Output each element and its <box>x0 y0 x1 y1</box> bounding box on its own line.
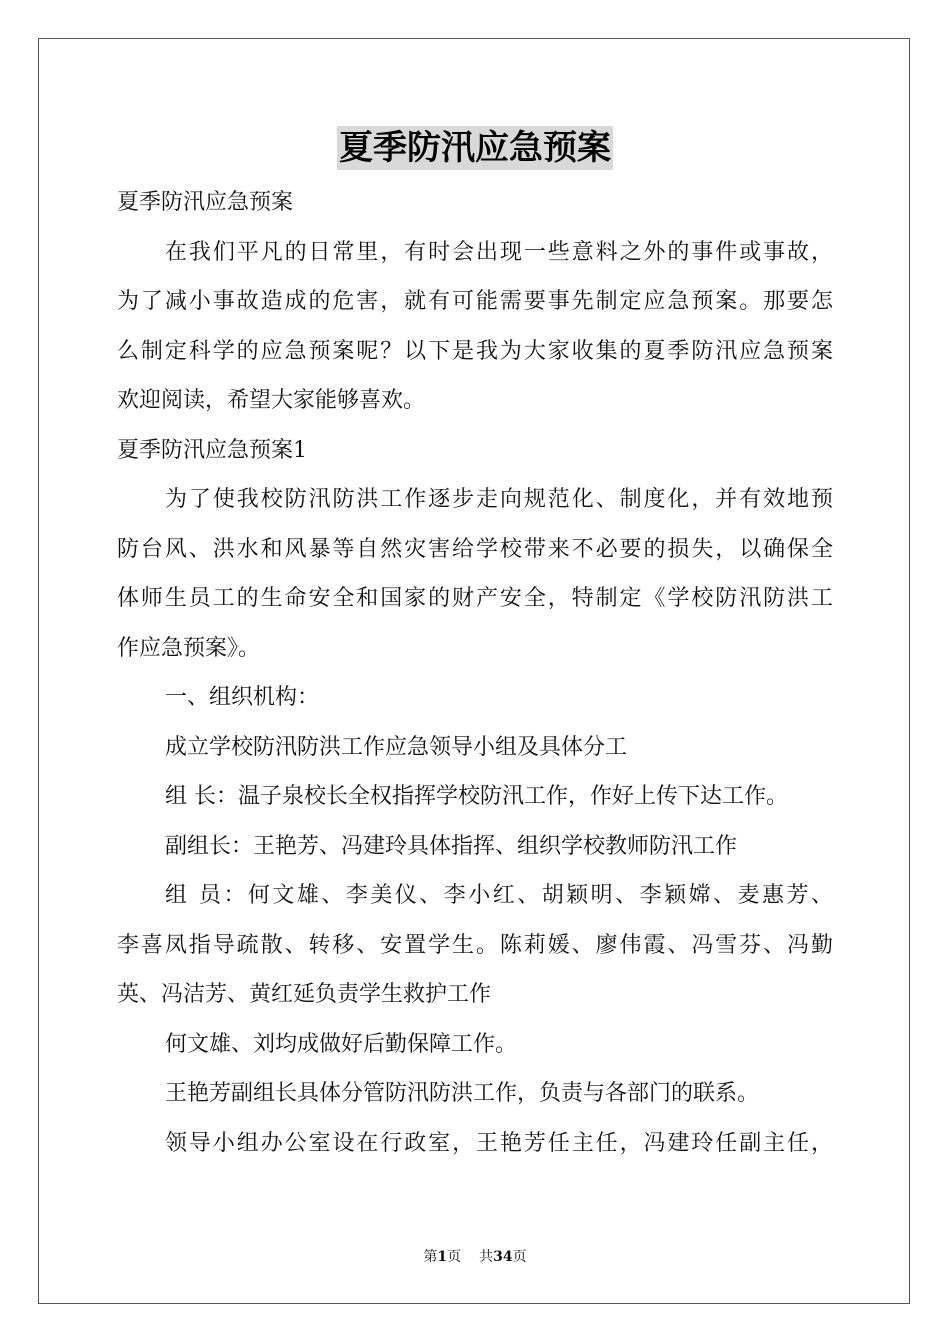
text-line: 组 员：何文雄、李美仪、李小红、胡颖明、李颖嫦、麦惠芳、 <box>165 883 833 908</box>
page-total: 34 <box>493 1249 513 1265</box>
text-line: 作应急预案》。 <box>117 635 261 661</box>
text-line: 副组长：王艳芳、冯建玲具体指挥、组织学校教师防汛工作 <box>165 833 738 859</box>
page-unit: 页 <box>447 1249 462 1265</box>
text-line: 防台风、洪水和风暴等自然灾害给学校带来不必要的损失，以确保全 <box>117 536 833 562</box>
document-body <box>117 178 833 1168</box>
text-line: 成立学校防汛防洪工作应急领导小组及具体分工 <box>165 734 628 760</box>
text-line: 夏季防汛应急预案 <box>117 190 294 215</box>
page-current: 1 <box>437 1249 448 1265</box>
text-line: 李喜凤指导疏散、转移、安置学生。陈莉媛、廖伟霞、冯雪芬、冯勤 <box>117 932 833 958</box>
text-line: 英、冯洁芳、黄红延负责学生救护工作 <box>117 982 492 1007</box>
text-line: 体师生员工的生命安全和国家的财产安全，特制定《学校防汛防洪工 <box>117 586 833 611</box>
text-line: 为了减小事故造成的危害，就有可能需要事先制定应急预案。那要怎 <box>117 289 833 314</box>
text-line: 领导小组办公室设在行政室，王艳芳任主任，冯建玲任副主任， <box>165 1130 833 1156</box>
total-prefix: 共 <box>479 1249 494 1265</box>
title-container <box>0 126 950 170</box>
text-line: 夏季防汛应急预案1 <box>117 437 307 463</box>
text-line: 王艳芳副组长具体分管防汛防洪工作，负责与各部门的联系。 <box>165 1081 760 1106</box>
text-line: 欢迎阅读，希望大家能够喜欢。 <box>117 388 426 413</box>
page-prefix: 第 <box>423 1249 438 1265</box>
text-line: 一、组织机构： <box>165 685 320 710</box>
text-line: 组 长：温子泉校长全权指挥学校防汛工作，作好上传下达工作。 <box>165 784 788 809</box>
text-line: 为了使我校防汛防洪工作逐步走向规范化、制度化，并有效地预 <box>165 487 833 512</box>
text-line: 何文雄、刘均成做好后勤保障工作。 <box>165 1031 518 1057</box>
text-line: 在我们平凡的日常里，有时会出现一些意料之外的事件或事故， <box>165 239 833 265</box>
document-title: 夏季防汛应急预案 <box>339 128 611 168</box>
text-line: 么制定科学的应急预案呢？以下是我为大家收集的夏季防汛应急预案 <box>117 338 833 364</box>
total-unit: 页 <box>512 1249 527 1265</box>
page-footer <box>0 1248 950 1266</box>
